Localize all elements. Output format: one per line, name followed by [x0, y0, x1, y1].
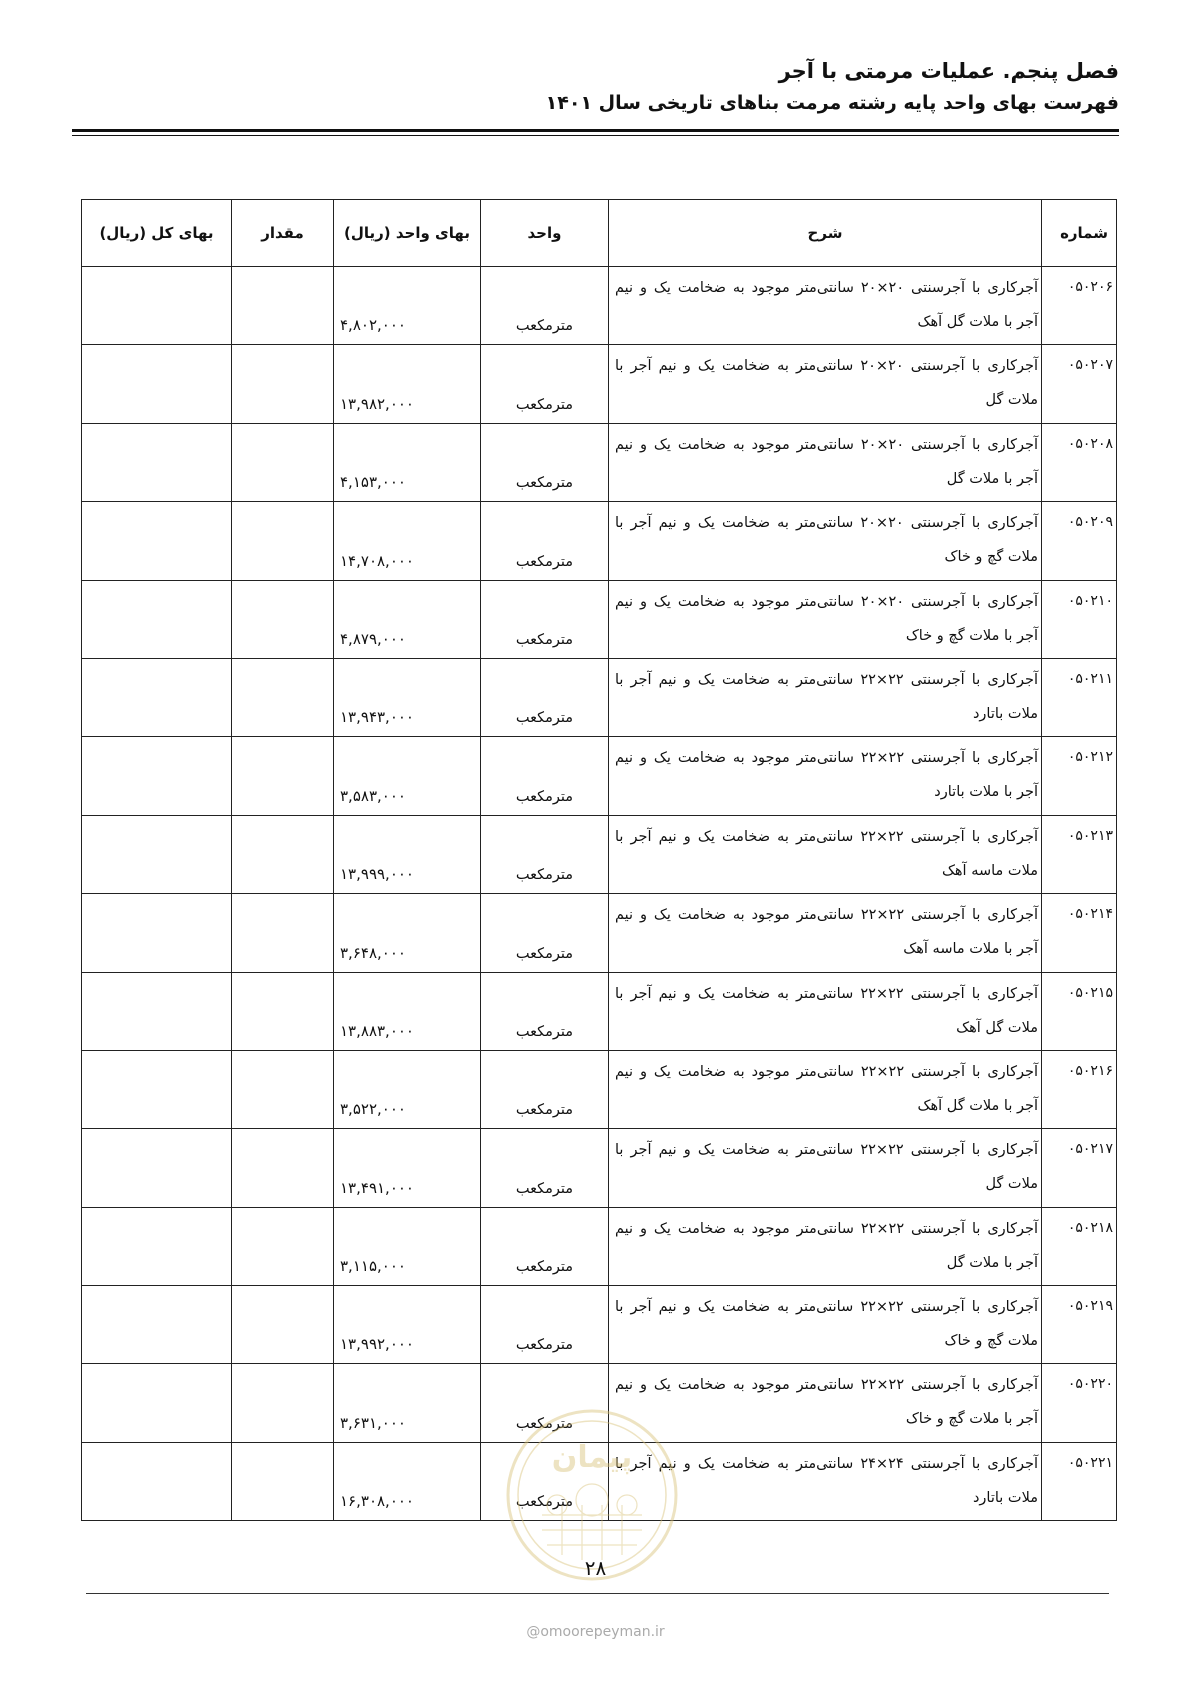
item-total-price	[82, 1050, 232, 1128]
item-description: آجرکاری با آجرسنتی ۲۰×۲۰ سانتی‌متر موجود به ضخامت یک و نیم آجر با ملات گل	[609, 423, 1042, 501]
page-header	[72, 55, 1119, 119]
item-number: ۰۵۰۲۱۴	[1042, 894, 1117, 972]
item-unit: مترمکعب	[481, 1129, 609, 1207]
header-rule-thin	[72, 135, 1119, 136]
item-unit: مترمکعب	[481, 502, 609, 580]
item-unit: مترمکعب	[481, 737, 609, 815]
item-total-price	[82, 658, 232, 736]
item-unit-price: ۳,۶۳۱,۰۰۰	[334, 1364, 481, 1442]
item-unit-price: ۳,۶۴۸,۰۰۰	[334, 894, 481, 972]
price-table	[81, 199, 1117, 1521]
item-quantity	[232, 1050, 334, 1128]
item-description: آجرکاری با آجرسنتی ۲۲×۲۲ سانتی‌متر به ضخامت یک و نیم آجر با ملات گل آهک	[609, 972, 1042, 1050]
table-row	[82, 1286, 1117, 1364]
item-description: آجرکاری با آجرسنتی ۲۲×۲۲ سانتی‌متر موجود به ضخامت یک و نیم آجر با ملات گل آهک	[609, 1050, 1042, 1128]
table-row	[82, 580, 1117, 658]
item-description: آجرکاری با آجرسنتی ۲۲×۲۲ سانتی‌متر به ضخامت یک و نیم آجر با ملات گل	[609, 1129, 1042, 1207]
item-description: آجرکاری با آجرسنتی ۲۰×۲۰ سانتی‌متر موجود به ضخامت یک و نیم آجر با ملات گچ و خاک	[609, 580, 1042, 658]
item-number: ۰۵۰۲۱۵	[1042, 972, 1117, 1050]
item-unit: مترمکعب	[481, 1364, 609, 1442]
item-total-price	[82, 580, 232, 658]
column-header-description: شرح	[609, 200, 1042, 267]
item-description: آجرکاری با آجرسنتی ۲۰×۲۰ سانتی‌متر به ضخامت یک و نیم آجر با ملات گچ و خاک	[609, 502, 1042, 580]
item-unit-price: ۳,۵۲۲,۰۰۰	[334, 1050, 481, 1128]
price-list-subtitle: فهرست بهای واحد پایه رشته مرمت بناهای تاریخی سال ۱۴۰۱	[545, 92, 1119, 114]
item-unit-price: ۱۶,۳۰۸,۰۰۰	[334, 1442, 481, 1520]
item-unit: مترمکعب	[481, 658, 609, 736]
item-number: ۰۵۰۲۱۶	[1042, 1050, 1117, 1128]
item-quantity	[232, 580, 334, 658]
item-total-price	[82, 345, 232, 423]
item-unit: مترمکعب	[481, 267, 609, 345]
table-row	[82, 267, 1117, 345]
item-description: آجرکاری با آجرسنتی ۲۲×۲۲ سانتی‌متر موجود به ضخامت یک و نیم آجر با ملات ماسه آهک	[609, 894, 1042, 972]
item-number: ۰۵۰۲۱۹	[1042, 1286, 1117, 1364]
item-quantity	[232, 423, 334, 501]
item-description: آجرکاری با آجرسنتی ۲۲×۲۲ سانتی‌متر موجود به ضخامت یک و نیم آجر با ملات گل	[609, 1207, 1042, 1285]
item-quantity	[232, 894, 334, 972]
item-number: ۰۵۰۲۱۲	[1042, 737, 1117, 815]
item-unit-price: ۱۳,۹۹۹,۰۰۰	[334, 815, 481, 893]
item-number: ۰۵۰۲۰۷	[1042, 345, 1117, 423]
item-description: آجرکاری با آجرسنتی ۲۲×۲۲ سانتی‌متر موجود به ضخامت یک و نیم آجر با ملات باتارد	[609, 737, 1042, 815]
item-number: ۰۵۰۲۱۰	[1042, 580, 1117, 658]
item-quantity	[232, 267, 334, 345]
item-unit-price: ۴,۸۰۲,۰۰۰	[334, 267, 481, 345]
table-row	[82, 894, 1117, 972]
item-total-price	[82, 1364, 232, 1442]
item-total-price	[82, 1442, 232, 1520]
item-unit-price: ۱۳,۸۸۳,۰۰۰	[334, 972, 481, 1050]
item-total-price	[82, 267, 232, 345]
item-unit: مترمکعب	[481, 972, 609, 1050]
item-quantity	[232, 1364, 334, 1442]
item-total-price	[82, 815, 232, 893]
item-quantity	[232, 972, 334, 1050]
footer-rule	[86, 1593, 1109, 1594]
item-quantity	[232, 1207, 334, 1285]
item-total-price	[82, 972, 232, 1050]
item-unit: مترمکعب	[481, 1286, 609, 1364]
table-row	[82, 1207, 1117, 1285]
item-unit-price: ۴,۱۵۳,۰۰۰	[334, 423, 481, 501]
item-number: ۰۵۰۲۱۱	[1042, 658, 1117, 736]
item-description: آجرکاری با آجرسنتی ۲۲×۲۲ سانتی‌متر موجود به ضخامت یک و نیم آجر با ملات گچ و خاک	[609, 1364, 1042, 1442]
item-description: آجرکاری با آجرسنتی ۲۰×۲۰ سانتی‌متر موجود به ضخامت یک و نیم آجر با ملات گل آهک	[609, 267, 1042, 345]
item-unit: مترمکعب	[481, 815, 609, 893]
item-unit-price: ۱۳,۴۹۱,۰۰۰	[334, 1129, 481, 1207]
item-quantity	[232, 815, 334, 893]
item-quantity	[232, 345, 334, 423]
item-quantity	[232, 1286, 334, 1364]
item-total-price	[82, 1207, 232, 1285]
item-unit: مترمکعب	[481, 1207, 609, 1285]
item-unit-price: ۱۳,۹۴۳,۰۰۰	[334, 658, 481, 736]
column-header-number: شماره	[1042, 200, 1117, 267]
table-row	[82, 658, 1117, 736]
item-unit-price: ۳,۵۸۳,۰۰۰	[334, 737, 481, 815]
item-description: آجرکاری با آجرسنتی ۲۲×۲۲ سانتی‌متر به ضخامت یک و نیم آجر با ملات باتارد	[609, 658, 1042, 736]
item-unit-price: ۴,۸۷۹,۰۰۰	[334, 580, 481, 658]
item-total-price	[82, 423, 232, 501]
item-number: ۰۵۰۲۲۱	[1042, 1442, 1117, 1520]
item-unit-price: ۱۳,۹۹۲,۰۰۰	[334, 1286, 481, 1364]
item-description: آجرکاری با آجرسنتی ۲۴×۲۴ سانتی‌متر به ضخامت یک و نیم آجر با ملات باتارد	[609, 1442, 1042, 1520]
header-rule-thick	[72, 129, 1119, 132]
table-row	[82, 815, 1117, 893]
table-row	[82, 502, 1117, 580]
page-number: ۲۸	[584, 1556, 607, 1580]
website-watermark: @omoorepeyman.ir	[526, 1624, 665, 1640]
seal-text: پیمان	[551, 1440, 633, 1475]
column-header-total-price: بهای کل (ریال)	[82, 200, 232, 267]
item-unit: مترمکعب	[481, 580, 609, 658]
item-quantity	[232, 737, 334, 815]
item-number: ۰۵۰۲۱۷	[1042, 1129, 1117, 1207]
item-description: آجرکاری با آجرسنتی ۲۲×۲۲ سانتی‌متر به ضخامت یک و نیم آجر با ملات ماسه آهک	[609, 815, 1042, 893]
item-unit: مترمکعب	[481, 423, 609, 501]
item-number: ۰۵۰۲۱۳	[1042, 815, 1117, 893]
table-row	[82, 737, 1117, 815]
item-number: ۰۵۰۲۲۰	[1042, 1364, 1117, 1442]
table-row	[82, 972, 1117, 1050]
item-number: ۰۵۰۲۰۹	[1042, 502, 1117, 580]
item-unit-price: ۱۳,۹۸۲,۰۰۰	[334, 345, 481, 423]
table-row	[82, 423, 1117, 501]
item-total-price	[82, 1286, 232, 1364]
item-description: آجرکاری با آجرسنتی ۲۰×۲۰ سانتی‌متر به ضخامت یک و نیم آجر با ملات گل	[609, 345, 1042, 423]
table-header-row	[82, 200, 1117, 267]
item-total-price	[82, 894, 232, 972]
item-number: ۰۵۰۲۰۶	[1042, 267, 1117, 345]
item-unit: مترمکعب	[481, 345, 609, 423]
item-unit-price: ۱۴,۷۰۸,۰۰۰	[334, 502, 481, 580]
item-quantity	[232, 1442, 334, 1520]
table-row	[82, 1050, 1117, 1128]
table-row	[82, 345, 1117, 423]
item-total-price	[82, 1129, 232, 1207]
column-header-unit: واحد	[481, 200, 609, 267]
item-unit: مترمکعب	[481, 1442, 609, 1520]
item-number: ۰۵۰۲۰۸	[1042, 423, 1117, 501]
item-total-price	[82, 502, 232, 580]
item-quantity	[232, 502, 334, 580]
item-quantity	[232, 1129, 334, 1207]
item-unit: مترمکعب	[481, 1050, 609, 1128]
item-unit-price: ۳,۱۱۵,۰۰۰	[334, 1207, 481, 1285]
table-body	[82, 267, 1117, 1521]
table-row	[82, 1129, 1117, 1207]
chapter-title: فصل پنجم. عملیات مرمتی با آجر	[778, 59, 1119, 83]
item-quantity	[232, 658, 334, 736]
column-header-unit-price: بهای واحد (ریال)	[334, 200, 481, 267]
item-total-price	[82, 737, 232, 815]
column-header-quantity: مقدار	[232, 200, 334, 267]
item-unit: مترمکعب	[481, 894, 609, 972]
item-description: آجرکاری با آجرسنتی ۲۲×۲۲ سانتی‌متر به ضخامت یک و نیم آجر با ملات گچ و خاک	[609, 1286, 1042, 1364]
item-number: ۰۵۰۲۱۸	[1042, 1207, 1117, 1285]
